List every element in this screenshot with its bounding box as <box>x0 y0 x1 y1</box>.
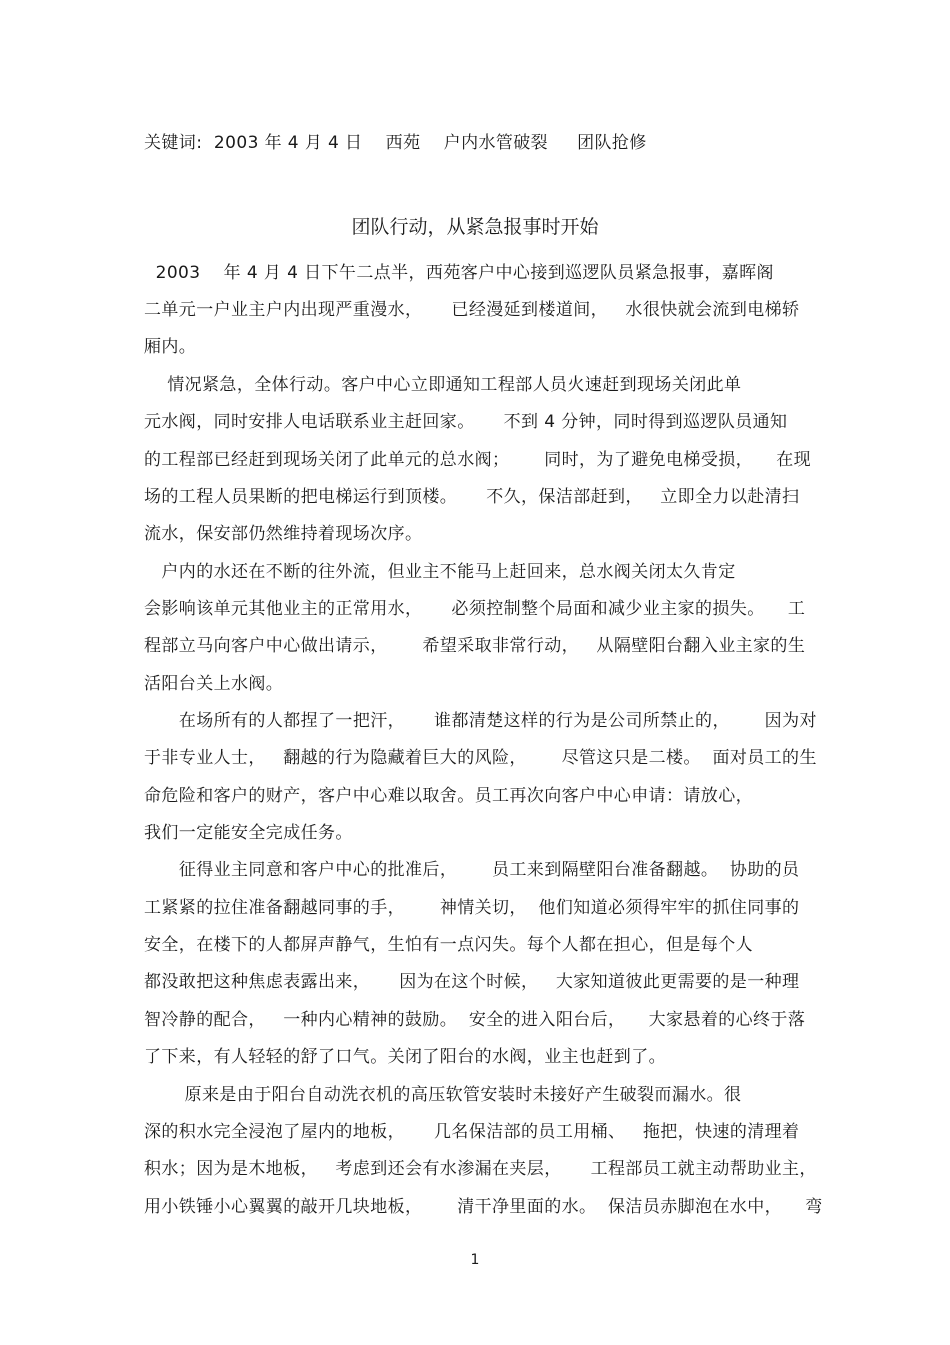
article-title: 团队行动，从紧急报事时开始 <box>351 216 599 238</box>
body-line: 我们一定能安全完成任务。 <box>144 823 353 843</box>
body-line: 活阳台关上水阀。 <box>144 674 284 694</box>
body-line: 厢内。 <box>144 337 197 357</box>
body-line: 工紧紧的拉住准备翻越同事的手， 神情关切， 他们知道必须得牢牢的抓住同事的 <box>144 898 800 918</box>
body-line: 征得业主同意和客户中心的批准后， 员工来到隔壁阳台准备翻越。 协助的员 <box>144 860 800 880</box>
body-line: 元水阀，同时安排人电话联系业主赶回家。 不到 4 分钟，同时得到巡逻队员通知 <box>144 412 788 432</box>
body-line: 深的积水完全浸泡了屋内的地板， 几名保洁部的员工用桶、 拖把，快速的清理着 <box>144 1122 800 1142</box>
body-line: 2003 年 4 月 4 日下午二点半，西苑客户中心接到巡逻队员紧急报事，嘉晖阁 <box>144 263 774 283</box>
body-line: 流水，保安部仍然维持着现场次序。 <box>144 524 423 544</box>
body-line: 情况紧急，全体行动。客户中心立即通知工程部人员火速赶到现场关闭此单 <box>144 375 742 395</box>
body-line: 在场所有的人都捏了一把汗， 谁都清楚这样的行为是公司所禁止的， 因为对 <box>144 711 817 731</box>
body-line: 命危险和客户的财产，客户中心难以取舍。员工再次向客户中心申请：请放心， <box>144 786 753 806</box>
body-line: 原来是由于阳台自动洗衣机的高压软管安装时未接好产生破裂而漏水。很 <box>144 1085 742 1105</box>
body-line: 安全，在楼下的人都屏声静气，生怕有一点闪失。每个人都在担心，但是每个人 <box>144 935 753 955</box>
body-line: 用小铁锤小心翼翼的敲开几块地板， 清干净里面的水。 保洁员赤脚泡在水中， 弯 <box>144 1197 823 1217</box>
body-line: 于非专业人士， 翻越的行为隐藏着巨大的风险， 尽管这只是二楼。 面对员工的生 <box>144 748 817 768</box>
body-line: 户内的水还在不断的往外流，但业主不能马上赶回来，总水阀关闭太久肯定 <box>144 562 736 582</box>
body-line: 场的工程人员果断的把电梯运行到顶楼。 不久，保洁部赶到， 立即全力以赴清扫 <box>144 487 800 507</box>
body-line: 会影响该单元其他业主的正常用水， 必须控制整个局面和减少业主家的损失。 工 <box>144 599 806 619</box>
body-line: 都没敢把这种焦虑表露出来， 因为在这个时候， 大家知道彼此更需要的是一种理 <box>144 972 800 992</box>
page-number: 1 <box>470 1252 480 1268</box>
body-line: 的工程部已经赶到现场关闭了此单元的总水阀； 同时，为了避免电梯受损， 在现 <box>144 450 812 470</box>
keywords-line: 关键词: 2003 年 4 月 4 日 西苑 户内水管破裂 团队抢修 <box>144 133 647 153</box>
body-line: 二单元一户业主户内出现严重漫水， 已经漫延到楼道间， 水很快就会流到电梯轿 <box>144 300 800 320</box>
body-line: 程部立马向客户中心做出请示， 希望采取非常行动， 从隔壁阳台翻入业主家的生 <box>144 636 806 656</box>
body-line: 了下来，有人轻轻的舒了口气。关闭了阳台的水阀，业主也赶到了。 <box>144 1047 666 1067</box>
body-line: 智冷静的配合， 一种内心精神的鼓励。 安全的进入阳台后， 大家悬着的心终于落 <box>144 1010 806 1030</box>
body-line: 积水；因为是木地板， 考虑到还会有水渗漏在夹层， 工程部员工就主动帮助业主， <box>144 1159 817 1179</box>
